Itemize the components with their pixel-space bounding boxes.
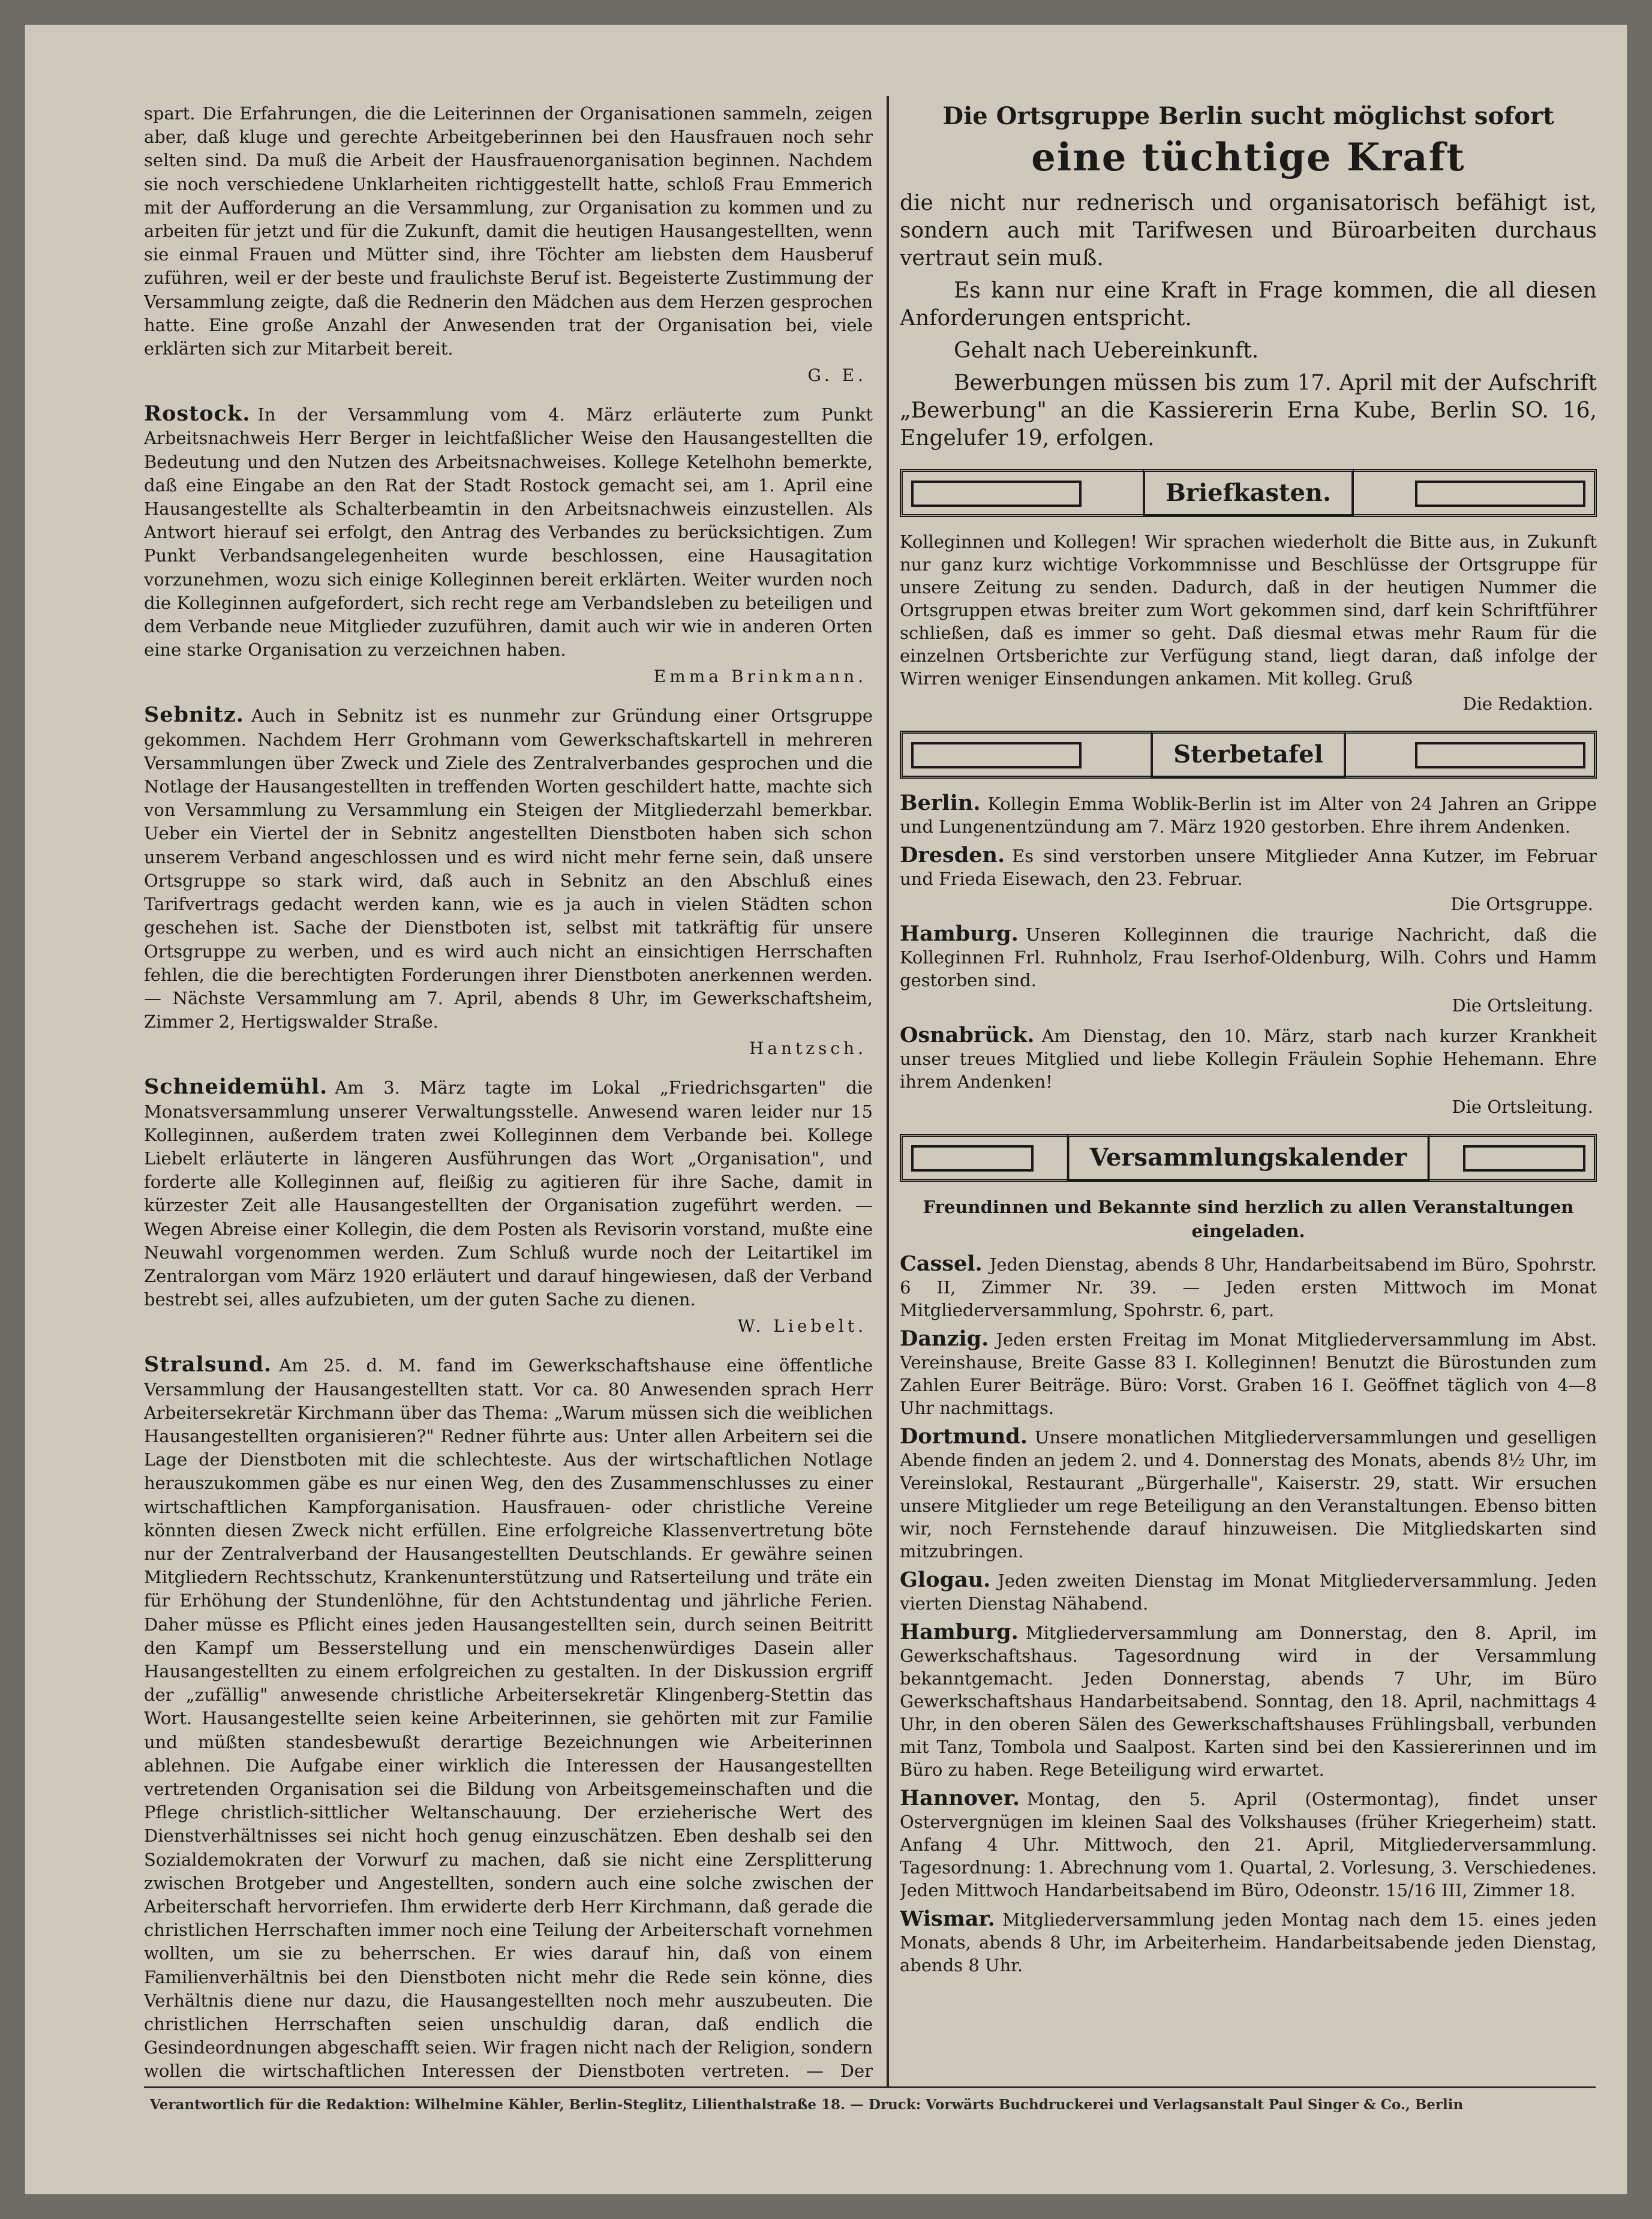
report-city: Stralsund. xyxy=(144,1352,272,1377)
obituary-body: Unseren Kolleginnen die traurige Nachricht, daß die Kolleginnen Frl. Ruhnholz, Frau Iserhof-Oldenburg, Wilh. Cohrs und Hamm gestorben sind. xyxy=(900,924,1597,990)
report-text xyxy=(144,402,873,662)
header-ornament-left xyxy=(911,1145,1034,1172)
obituary-text xyxy=(900,792,1597,838)
sterbetafel-heading: Sterbetafel xyxy=(1151,731,1346,778)
obituary-city: Berlin. xyxy=(900,791,981,815)
briefkasten-signature: Die Redaktion. xyxy=(1462,693,1593,714)
event-wismar xyxy=(900,1908,1597,1977)
report-body: spart. Die Erfahrungen, die die Leiterinnen der Organisationen sammeln, zeigen aber, daß kluge und gerechte Arbeitgeberinnen bei den Hausfrauen noch sehr selten sind. Da muß die Arbeit der Hausfrauenorganisation beginnen. Nachdem sie noch verschiedene Unklarheiten richtiggestellt hatte, schloß Frau Emmerich mit der Aufforderung an die Versammlung, zur Organisation zu kommen und zu arbeiten für jetzt und für die Zukunft, damit die heutigen Hausangestellten, wenn sie einmal Frauen und Mütter sind, ihre Töchter am liebsten dem Hausberuf zuführen, weil er der beste und fraulichste Beruf ist. Begeisterte Zustimmung der Versammlung zeigte, daß die Rednerin den Mädchen aus dem Herzen gesprochen hatte. Eine große Anzahl der Anwesenden trat der Organisation bei, viele erklärten sich zur Mitarbeit bereit. xyxy=(144,103,873,359)
ad-p2: Es kann nur eine Kraft in Frage kommen, die all diesen Anforderungen entspricht. xyxy=(900,278,1597,331)
header-ornament-right xyxy=(1463,1145,1585,1172)
obituary-signature: Die Ortsgruppe. xyxy=(1450,894,1593,914)
ad-headline: eine tüchtige Kraft xyxy=(1031,135,1465,180)
ad-p4: Bewerbungen müssen bis zum 17. April mit der Aufschrift „Bewerbung" an die Kassiererin Erna Kube, Berlin SO. 16, Engelufer 19, erfolgen. xyxy=(900,371,1597,451)
kalender-heading: Versammlungskalender xyxy=(1067,1134,1430,1181)
event-city: Hannover. xyxy=(900,1786,1020,1810)
event-text xyxy=(900,1569,1597,1615)
report-signature: Hantzsch. xyxy=(749,1038,867,1059)
obituary-text xyxy=(900,923,1597,992)
event-body: Jeden zweiten Dienstag im Monat Mitgliederversammlung. Jeden vierten Dienstag Nähabend. xyxy=(900,1571,1597,1614)
ad-p1: die nicht nur rednerisch und organisatorisch befähigt ist, sondern auch mit Tarifwesen und Büroarbeiten durchaus vertraut sein muß. xyxy=(900,191,1597,271)
report-text xyxy=(144,1075,873,1311)
report-text xyxy=(144,703,873,1034)
obituary-signature: Die Ortsleitung. xyxy=(1452,1097,1593,1117)
report-city: Schneidemühl. xyxy=(144,1074,328,1100)
obituary-hamburg xyxy=(900,923,1597,1016)
obituary-city: Hamburg. xyxy=(900,921,1019,946)
report-0 xyxy=(144,102,873,385)
report-signature: G. E. xyxy=(807,365,867,386)
event-body: Montag, den 5. April (Ostermontag), findet unser Ostervergnügen im kleinen Saal des Volkshauses (früher Kriegerheim) statt. Anfang 4 Uhr. Mittwoch, den 21. April, Mitgliederversammlung. Tagesordnung: 1. Abrechnung vom 1. Quartal, 2. Vorlesung, 3. Verschiedenes. Jeden Mittwoch Handarbeitsabend im Büro, Odeonstr. 15/16 III, Zimmer 18. xyxy=(900,1789,1597,1900)
obituary-dresden xyxy=(900,844,1597,914)
event-cassel xyxy=(900,1253,1597,1322)
briefkasten-heading: Briefkasten. xyxy=(1143,469,1354,517)
imprint-footer: Verantwortlich für die Redaktion: Wilhelmine Kähler, Berlin-Steglitz, Lilienthalstraße 18. — Druck: Vorwärts Buchdruckerei und Verlagsanstalt Paul Singer & Co., Berlin xyxy=(150,2097,1464,2113)
obituary-body: Am Dienstag, den 10. März, starb nach kurzer Krankheit unser treues Mitglied und liebe Kollegin Fräulein Sophie Hehemann. Ehre ihrem Andenken! xyxy=(900,1026,1597,1092)
header-ornament-right xyxy=(1415,742,1585,768)
header-ornament-left xyxy=(911,481,1082,507)
job-ad xyxy=(900,102,1597,452)
event-body: Unsere monatlichen Mitgliederversammlungen und geselligen Abende finden an jedem 2. und 4. Donnerstag des Monats, abends 8½ Uhr, im Vereinslokal, Restaurant „Bürgerhalle", Kaiserstr. 29, statt. Wir ersuchen unsere Mitglieder um rege Beteiligung an den Veranstaltungen. Ebenso bitten wir, noch Fernstehende darauf hinzuweisen. Die Mitgliedskarten sind mitzubringen. xyxy=(900,1427,1597,1562)
right-column xyxy=(900,102,1597,2082)
event-body: Jeden Dienstag, abends 8 Uhr, Handarbeitsabend im Büro, Spohrstr. 6 II, Zimmer Nr. 39. — Jeden ersten Mittwoch im Monat Mitgliederversammlung, Spohrstr. 6, part. xyxy=(900,1254,1597,1320)
report-schneidemuehl xyxy=(144,1075,873,1336)
event-text xyxy=(900,1425,1597,1563)
briefkasten-text: Kolleginnen und Kollegen! Wir sprachen wiederholt die Bitte aus, in Zukunft nur ganz kurz wichtige Vorkommnisse und Beschlüsse der Ortsgruppe für unsere Zeitung zu senden. Dadurch, daß in der heutigen Nummer die Ortsgruppen etwas breiter zum Wort gekommen sind, darf kein Schriftführer schließen, daß es immer so geht. Daß diesmal etwas mehr Raum für die einzelnen Ortsberichte zur Verfügung stand, liegt daran, daß infolge der Wirren weniger Einsendungen ankamen. Mit kolleg. Gruß xyxy=(900,532,1597,689)
ad-line1: Die Ortsgruppe Berlin sucht möglichst sofort xyxy=(942,102,1554,130)
event-city: Cassel. xyxy=(900,1251,983,1276)
event-city: Wismar. xyxy=(900,1906,995,1931)
report-body: In der Versammlung vom 4. März erläuterte zum Punkt Arbeitsnachweis Herr Berger in leichtfaßlicher Weise den Hausangestellten die Bedeutung und den Nutzen des Arbeitsnachweises. Kollege Ketelhohn bemerkte, daß eine Eingabe an den Rat der Stadt Rostock gemacht sei, am 1. April eine Hausangestellte als Schalterbeamtin in den Arbeitsnachweis einzustellen. Als Antwort hierauf sei erfolgt, den Antrag des Verbandes zu berücksichtigen. Zum Punkt Verbandsangelegenheiten wurde beschlossen, eine Hausagitation vorzunehmen, wozu sich einige Kolleginnen bereit erklärten. Weiter wurden noch die Kolleginnen aufgefordert, sich recht rege am Verbandsleben zu beteiligen und dem Verbande neue Mitglieder zuzuführen, damit auch wir wie in anderen Orten eine starke Organisation zu verzeichnen haben. xyxy=(144,404,873,660)
event-body: Jeden ersten Freitag im Monat Mitgliederversammlung im Abst. Vereinshause, Breite Gasse 83 I. Kolleginnen! Benutzt die Bürostunden zum Zahlen Eurer Beiträge. Büro: Vorst. Graben 16 I. Geöffnet täglich von 4—8 Uhr nachmittags. xyxy=(900,1329,1597,1418)
footer-rule xyxy=(144,2086,1596,2088)
report-signature: Emma Brinkmann. xyxy=(653,666,867,687)
kalender-header xyxy=(900,1134,1597,1182)
report-signature: W. Liebelt. xyxy=(737,1316,867,1337)
obituary-signature: Die Ortsleitung. xyxy=(1452,995,1593,1016)
report-sebnitz xyxy=(144,703,873,1058)
report-body: Am 25. d. M. fand im Gewerkschaftshause eine öffentliche Versammlung der Hausangestellten statt. Vor ca. 80 Anwesenden sprach Herr Arbeitersekretär Kirchmann über das Thema: „Warum müssen sich die weiblichen Hausangestellten organisieren?" Redner führte aus: Unter allen Arbeitern sei die Lage der Dienstboten mit die schlechteste. Aus der wirtschaftlichen Notlage herauszukommen gäbe es nur einen Weg, den des Zusammenschlusses zu einer wirtschaftlichen Kampforganisation. Hausfrauen- oder christliche Vereine könnten diesen Zweck nicht erfüllen. Eine erfolgreiche Klassenvertretung böte nur der Zentralverband der Hausangestellten Deutschlands. Er gewähre seinen Mitgliedern Rechtsschutz, Krankenunterstützung und Ratserteilung und träte ein für Erhöhung der Stundenlöhne, für den Achtstundentag und jährliche Ferien. Daher müsse es Pflicht eines jeden Hausangestellten sein, durch seinen Beitritt den Kampf um Besserstellung und ein menschenwürdiges Dasein aller Hausangestellten zu einem erfolgreichen zu gestalten. In der Diskussion ergriff der „zufällig" anwesende christliche Arbeitersekretär Klingenberg-Stettin das Wort. Hausangestellte seien keine Arbeiterinnen, sie gehörten mit zur Familie und müßten standesbewußt derartige Bezeichnungen wie Arbeiterinnen ablehnen. Die Aufgabe einer wirklich die Interessen der Hausangestellten vertretenden Organisation sei die Bildung von Arbeitsgemeinschaften und die Pflege christlich-sittlicher Weltanschauung. Der erzieherische Wert des Dienstverhältnisses sei nicht hoch genug einzuschätzen. Eben deshalb sei den Sozialdemokraten der Vorwurf zu machen, daß sie nicht eine Zersplitterung zwischen Brotgeber und Angestellten, sondern auch eine solche zwischen der Arbeiterschaft hervorriefen. Ihm erwiderte derb Herr Kirchmann, daß gerade die christlichen Herrschaften immer noch eine Teilung der Arbeiterschaft vornehmen wollten, um sie zu beherrschen. Er wies darauf hin, daß von einem Familienverhältnis bei den Dienstboten nicht mehr die Rede sein könne, dies Verhältnis diene nur dazu, die Hausangestellten noch mehr auszubeuten. Die christlichen Herrschaften seien unschuldig daran, daß endlich die Gesindeordnungen abgeschafft seien. Wir fragen nicht nach der Religion, sondern wollen die wirtschaftlichen Interessen der Dienstboten vertreten. — Der xyxy=(144,1355,873,2082)
event-city: Danzig. xyxy=(900,1326,989,1351)
column-divider xyxy=(887,96,889,2088)
obituary-body: Es sind verstorben unsere Mitglieder Anna Kutzer, im Februar und Frieda Eisewach, den 23. Februar. xyxy=(900,846,1597,889)
header-ornament-right xyxy=(1415,481,1585,507)
event-text xyxy=(900,1328,1597,1419)
event-glogau xyxy=(900,1569,1597,1615)
event-text xyxy=(900,1253,1597,1322)
event-body: Mitgliederversammlung am Donnerstag, den 8. April, im Gewerkschaftshaus. Tagesordnung wird in der Versammlung bekanntgemacht. Jeden Donnerstag, abends 7 Uhr, im Büro Gewerkschaftshaus Handarbeitsabend. Sonntag, den 18. April, nachmittags 4 Uhr, in den oberen Sälen des Gewerkschaftshauses Frühlingsball, verbunden mit Tanz, Tombola und Saalpost. Karten sind bei den Kassiererinnen und im Büro zu haben. Rege Beteiligung wird erwartet. xyxy=(900,1623,1597,1780)
report-stralsund xyxy=(144,1353,873,2082)
report-text xyxy=(144,102,873,361)
obituary-city: Osnabrück. xyxy=(900,1023,1035,1047)
report-city: Sebnitz. xyxy=(144,702,244,728)
event-city: Glogau. xyxy=(900,1568,991,1592)
obituary-city: Dresden. xyxy=(900,843,1005,867)
report-rostock xyxy=(144,402,873,686)
event-city: Dortmund. xyxy=(900,1424,1028,1449)
event-danzig xyxy=(900,1328,1597,1419)
kalender-intro: Freundinnen und Bekannte sind herzlich zu allen Veranstaltungen eingeladen. xyxy=(923,1197,1574,1241)
left-column xyxy=(144,102,873,2082)
report-body: Am 3. März tagte im Lokal „Friedrichsgarten" die Monatsversammlung unserer Verwaltungsstelle. Anwesend waren leider nur 15 Kolleginnen, außerdem traten zwei Kolleginnen dem Verbande bei. Kollege Liebelt erläuterte in längeren Ausführungen das Wort „Organisation", und forderte alle Kolleginnen auf, fleißig zu agitieren für ihre Sache, damit in kürzester Zeit alle Hausangestellten der Organisation zugeführt werden. — Wegen Abreise einer Kollegin, die dem Posten als Revisorin vorstand, mußte eine Neuwahl vorgenommen werden. Zum Schluß wurde noch der Leitartikel im Zentralorgan vom März 1920 erläutert und darauf hingewiesen, daß der Verband bestrebt sei, alles aufzubieten, um der guten Sache zu dienen. xyxy=(144,1077,873,1310)
report-text xyxy=(144,1353,873,2082)
event-text xyxy=(900,1787,1597,1902)
obituary-text xyxy=(900,844,1597,890)
briefkasten-header xyxy=(900,469,1597,517)
event-dortmund xyxy=(900,1425,1597,1563)
event-city: Hamburg. xyxy=(900,1620,1019,1644)
ad-p3: Gehalt nach Uebereinkunft. xyxy=(954,338,1259,363)
report-body: Auch in Sebnitz ist es nunmehr zur Gründung einer Ortsgruppe gekommen. Nachdem Herr Grohmann vom Gewerkschaftskartell in mehreren Versammlungen über Zweck und Ziele des Zentralverbandes gesprochen und die Notlage der Hausangestellten in treffenden Worten geschildert hatte, machte sich von Versammlung zu Versammlung ein Steigen der Mitgliederzahl bemerkbar. Ueber ein Viertel der in Sebnitz angestellten Dienstboten haben sich schon unserem Verband angeschlossen und es wird nicht mehr ferne sein, daß unsere Ortsgruppe so stark wird, daß auch in Sebnitz an den Abschluß eines Tarifvertrags gedacht werden kann, wie es ja auch in vielen Städten schon geschehen ist. Sache der Dienstboten ist, selbst mit tatkräftig für unsere Ortsgruppe zu werben, und es wird auch nicht an einsichtigen Herrschaften fehlen, die die berechtigten Forderungen ihrer Dienstboten anerkennen werden. — Nächste Versammlung am 7. April, abends 8 Uhr, im Gewerkschaftsheim, Zimmer 2, Hertigswalder Straße. xyxy=(144,705,873,1032)
sterbetafel-header xyxy=(900,731,1597,779)
obituary-body: Kollegin Emma Woblik-Berlin ist im Alter von 24 Jahren an Grippe und Lungenentzündung am 7. März 1920 gestorben. Ehre ihrem Andenken. xyxy=(900,794,1597,837)
obituary-osnabrueck xyxy=(900,1024,1597,1117)
newspaper-page xyxy=(24,24,1628,2195)
header-ornament-left xyxy=(911,742,1082,768)
event-hannover xyxy=(900,1787,1597,1902)
obituary-text xyxy=(900,1024,1597,1093)
event-body: Mitgliederversammlung jeden Montag nach dem 15. eines jeden Monats, abends 8 Uhr, im Arbeiterheim. Handarbeitsabende jeden Dienstag, abends 8 Uhr. xyxy=(900,1909,1597,1975)
report-city: Rostock. xyxy=(144,401,251,427)
event-text xyxy=(900,1908,1597,1977)
event-text xyxy=(900,1621,1597,1781)
obituary-berlin xyxy=(900,792,1597,838)
event-hamburg xyxy=(900,1621,1597,1781)
